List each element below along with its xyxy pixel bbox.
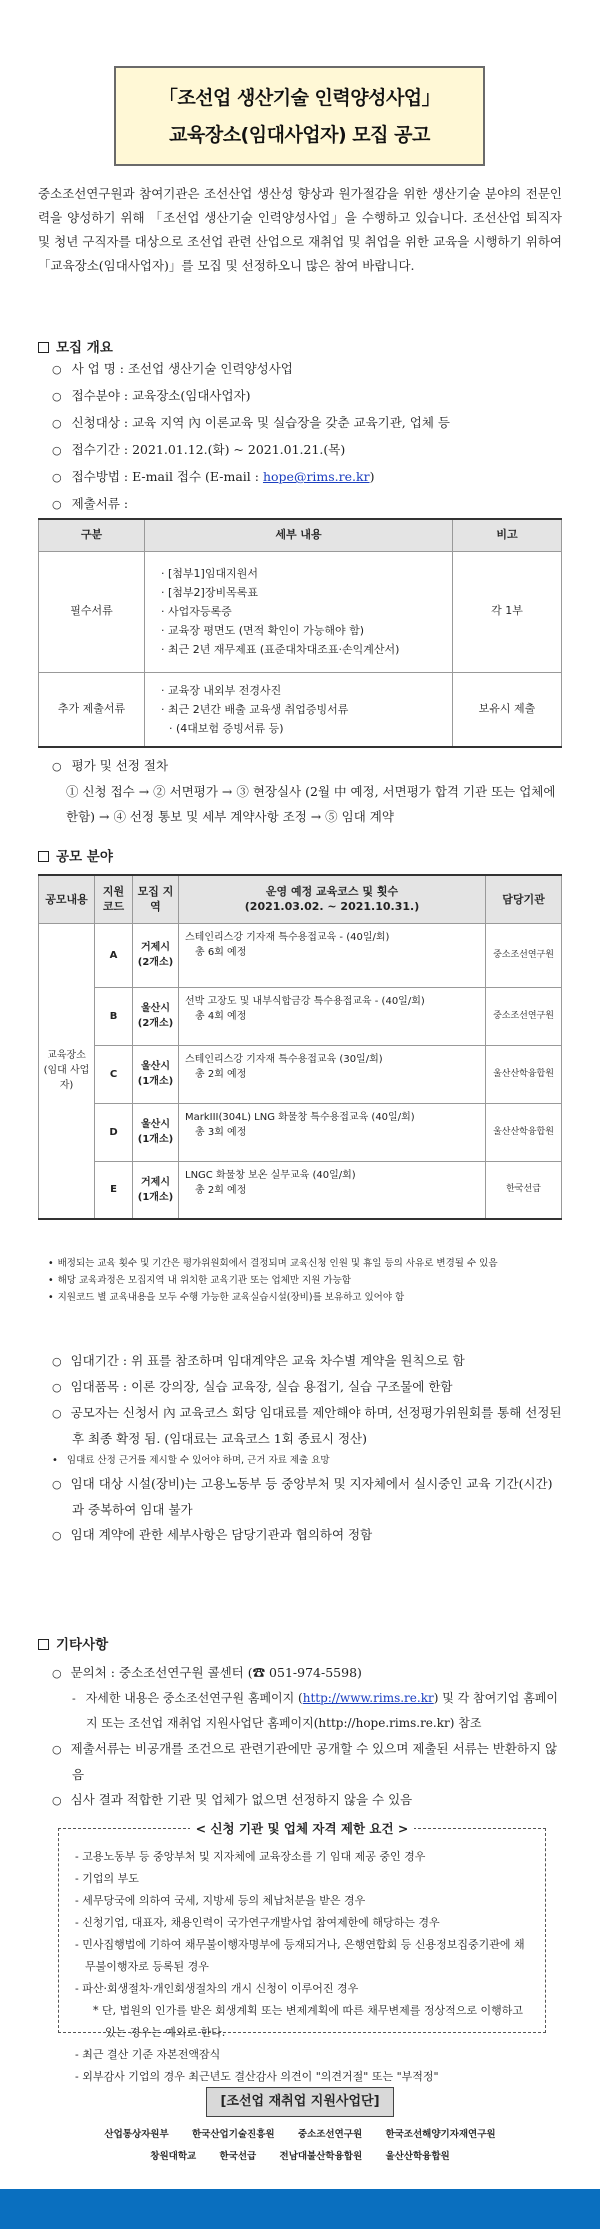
fields-row [39,1103,562,1161]
overview-item: ○ 접수기간 : 2021.01.12.(화) ~ 2021.01.21.(목) [52,437,450,464]
term-item: ○ 임대기간 : 위 표를 참조하며 임대계약은 교육 차수별 계약을 원칙으로 함 [52,1348,564,1374]
overview-list [52,356,450,518]
docs-items: · 교육장 내외부 전경사진 · 최근 2년간 배출 교육생 취업증빙서류 · (4대보험 증빙서류 등) [145,672,453,747]
term-item: ○ 임대 대상 시설(장비)는 고용노동부 등 중앙부처 및 지자체에서 실시중인 교육 기간(시간)과 중복하여 임대 불가 [52,1471,564,1522]
restriction-item: - 신청기업, 대표자, 채용인력이 국가연구개발사업 참여제한에 해당하는 경우 [75,1912,529,1934]
docs-row [39,551,562,672]
fields-code: B [95,987,133,1045]
restriction-item: - 파산·회생절차·개인회생절차의 개시 신청이 이루어진 경우 [75,1978,529,2000]
section-fields-heading: 공모 분야 [38,847,113,867]
intro-paragraph: 중소조선연구원과 참여기관은 조선산업 생산성 향상과 원가절감을 위한 생산기술 분야의 전문인력을 양성하기 위해 「조선업 생산기술 인력양성사업」을 수행하고 있습니다. 조선산업 퇴직자 및 청년 구직자를 대상으로 조선업 관련 산업으로 재취업 및 취업을 위한 교육을 시행하기 위하여 「교육장소(임대사업자)」를 모집 및 선정하오니 많은 참여 바랍니다. [38,186,562,273]
fields-row [39,923,562,987]
docs-note: 보유시 제출 [453,672,562,747]
fields-inst: 울산산학융합원 [486,1103,562,1161]
org-name: 산업통상자원부 [104,2129,169,2140]
fields-table [38,874,562,1220]
fields-inst: 울산산학융합원 [486,1045,562,1103]
footer-color-bar [0,2189,600,2229]
org-name: 울산산학융합원 [385,2151,450,2162]
fields-header-region: 모집 지역 [133,875,179,923]
docs-category: 추가 제출서류 [39,672,145,747]
restriction-item: - 기업의 부도 [75,1868,529,1890]
terms-list [52,1348,564,1548]
fields-area: 교육장소 (임대 사업자) [39,923,95,1219]
org-name: 전남대불산학융합원 [279,2151,363,2162]
fields-inst: 중소조선연구원 [486,987,562,1045]
term-item: ○ 임대품목 : 이론 강의장, 실습 교육장, 실습 용접기, 실습 구조물에 한함 [52,1374,564,1400]
org-name: 한국조선해양기자재연구원 [385,2129,496,2140]
docs-header: 비고 [453,519,562,551]
term-note: • 임대료 산정 근거를 제시할 수 있어야 하며, 근거 자료 제출 요망 [52,1451,564,1471]
term-item: ○ 공모자는 신청서 內 교육코스 회당 임대료를 제안해야 하며, 선정평가위원회를 통해 선정된 후 최종 확정 됨. (임대료는 교육코스 1회 종료시 정산) [52,1400,564,1451]
process-block [52,753,562,829]
restriction-exception: * 단, 법원의 인가를 받은 회생계획 또는 변제계획에 따른 채무변제를 정상적으로 이행하고 있는 경우는 예외로 한다. [75,2000,529,2044]
fields-course: LNGC 화물창 보온 실무교육 (40일/회) 총 2회 예정 [179,1161,486,1219]
restrictions-list [75,1846,529,2088]
title-line-1: 「조선업 생산기술 인력양성사업」 [158,87,441,109]
fields-code: A [95,923,133,987]
checkbox-square-icon [38,1639,49,1650]
fields-course: MarkIII(304L) LNG 화물창 특수용접교육 (40일/회) 총 3회 예정 [179,1103,486,1161]
fields-region: 울산시 (1개소) [133,1045,179,1103]
fields-inst: 한국선급 [486,1161,562,1219]
fields-region: 울산시 (1개소) [133,1103,179,1161]
fields-header-inst: 담당기관 [486,875,562,923]
docs-header: 세부 내용 [145,519,453,551]
fields-header-course: 운영 예정 교육코스 및 횟수 (2021.03.02. ~ 2021.10.31.) [179,875,486,923]
etc-item: ○ 심사 결과 적합한 기관 및 업체가 없으면 선정하지 않을 수 있음 [52,1787,564,1813]
fields-notes [58,1255,558,1306]
documents-table [38,518,562,748]
docs-category: 필수서류 [39,551,145,672]
org-title: [조선업 재취업 지원사업단] [206,2087,394,2117]
org-name: 중소조선연구원 [297,2129,363,2140]
fields-course: 스테인리스강 기자재 특수용접교육 - (40일/회) 총 6회 예정 [179,923,486,987]
fields-row [39,987,562,1045]
restriction-item: - 고용노동부 등 중앙부처 및 지자체에 교육장소를 기 임대 제공 중인 경우 [75,1846,529,1868]
fields-code: D [95,1103,133,1161]
fields-code: C [95,1045,133,1103]
restriction-item: - 외부감사 기업의 경우 최근년도 결산감사 의견이 "의견거절" 또는 "부적정" [75,2066,529,2088]
note-item: • 지원코드 별 교육내용을 모두 수행 가능한 교육실습시설(장비)를 보유하고 있어야 함 [58,1289,558,1306]
docs-header: 구분 [39,519,145,551]
checkbox-square-icon [38,342,49,353]
fields-region: 거제시 (2개소) [133,923,179,987]
checkbox-square-icon [38,851,49,862]
title-line-2: 교육장소(임대사업자) 모집 공고 [169,124,430,146]
email-link[interactable]: hope@rims.re.kr [262,469,370,484]
org-row-1 [30,2128,570,2142]
etc-contact: ○ 문의처 : 중소조선연구원 콜센터 (☎ 051-974-5598) [52,1660,564,1686]
fields-region: 거제시 (1개소) [133,1161,179,1219]
org-row-2 [30,2150,570,2164]
fields-row [39,1045,562,1103]
org-name: 한국선급 [219,2151,257,2162]
fields-row [39,1161,562,1219]
org-name: 한국산업기술진흥원 [191,2129,275,2140]
overview-item: ○ 사 업 명 : 조선업 생산기술 인력양성사업 [52,356,450,383]
fields-inst: 중소조선연구원 [486,923,562,987]
overview-item-docs: ○ 제출서류 : [52,491,450,518]
fields-course: 선박 고장도 및 내부식합금강 특수용접교육 - (40일/회) 총 4회 예정 [179,987,486,1045]
overview-item: ○ 접수분야 : 교육장소(임대사업자) [52,383,450,410]
etc-item: ○ 제출서류는 비공개를 조건으로 관련기관에만 공개할 수 있으며 제출된 서류는 반환하지 않음 [52,1736,564,1787]
fields-course: 스테인리스강 기자재 특수용접교육 (30일/회) 총 2회 예정 [179,1045,486,1103]
restrictions-box [58,1821,546,2083]
note-item: • 해당 교육과정은 모집지역 내 위치한 교육기관 또는 업체만 지원 가능함 [58,1272,558,1289]
overview-item-method: ○ 접수방법 : E-mail 접수 (E-mail : hope@rims.re.kr) [52,464,450,491]
docs-row [39,672,562,747]
overview-item: ○ 신청대상 : 교육 지역 內 이론교육 및 실습장을 갖춘 교육기관, 업체 등 [52,410,450,437]
etc-list [52,1660,564,1813]
restriction-item: - 세무당국에 의하여 국세, 지방세 등의 체납처분을 받은 경우 [75,1890,529,1912]
rims-homepage-link[interactable]: http://www.rims.re.kr [302,1691,434,1705]
process-heading: ○ 평가 및 선정 절차 [52,753,562,779]
process-steps: ① 신청 접수 → ② 서면평가 → ③ 현장실사 (2월 中 예정, 서면평가 합격 기관 또는 업체에 한함) → ④ 선정 통보 및 세부 계약사항 조정 → ⑤ 임대 계약 [66,784,556,824]
docs-items: · [첨부1]임대지원서 · [첨부2]장비목록표 · 사업자등록증 · 교육장 평면도 (면적 확인이 가능해야 함) · 최근 2년 재무제표 (표준대차대조표·손익계산서) [145,551,453,672]
etc-detail: - 자세한 내용은 중소조선연구원 홈페이지 (http://www.rims.re.kr) 및 각 참여기업 홈페이지 또는 조선업 재취업 지원사업단 홈페이지(http://hope.rims.re.kr) 참조 [52,1686,564,1736]
fields-region: 울산시 (2개소) [133,987,179,1045]
restrictions-heading: < 신청 기관 및 업체 자격 제한 요건 > [75,1818,529,1840]
notice-title-box [114,66,485,166]
section-etc-heading: 기타사항 [38,1635,108,1655]
restriction-item: - 최근 결산 기준 자본전액잠식 [75,2044,529,2066]
term-item: ○ 임대 계약에 관한 세부사항은 담당기관과 협의하여 정함 [52,1522,564,1548]
fields-header-code: 지원 코드 [95,875,133,923]
restriction-item: - 민사집행법에 기하여 채무불이행자명부에 등재되거나, 은행연합회 등 신용정보집중기관에 채무불이행자로 등록된 경우 [75,1934,529,1978]
fields-code: E [95,1161,133,1219]
org-name: 창원대학교 [150,2151,197,2162]
section-overview-heading: 모집 개요 [38,338,113,358]
docs-note: 각 1부 [453,551,562,672]
fields-header-area: 공모내용 [39,875,95,923]
note-item: • 배정되는 교육 횟수 및 기간은 평가위원회에서 결정되며 교육신청 인원 및 휴일 등의 사유로 변경될 수 있음 [58,1255,558,1272]
